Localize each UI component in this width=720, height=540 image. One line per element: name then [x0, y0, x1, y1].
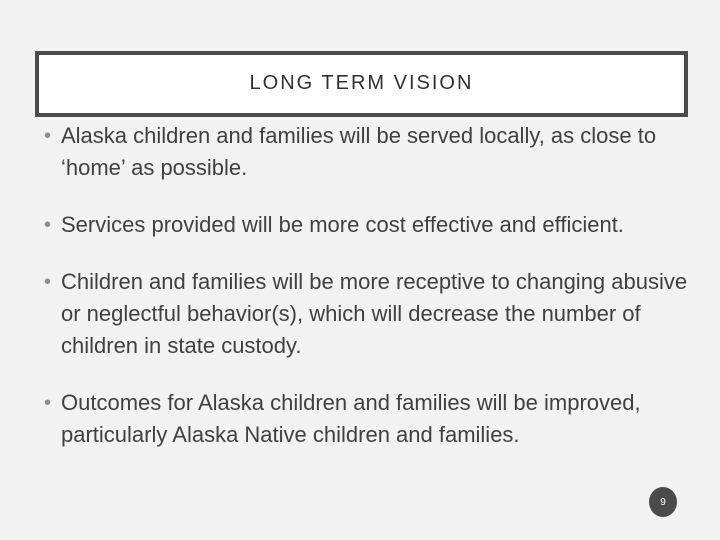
bullet-item	[44, 266, 694, 362]
bullet-marker-icon: •	[44, 214, 52, 236]
bullet-marker-icon: •	[44, 271, 52, 293]
bullet-text: Services provided will be more cost effective and efficient.	[61, 212, 624, 237]
bullet-list	[44, 120, 694, 451]
bullet-text: Outcomes for Alaska children and families will be improved, particularly Alaska Native children and families.	[61, 390, 641, 447]
bullet-item	[44, 209, 694, 241]
slide-title: LONG TERM VISION	[249, 71, 474, 94]
title-box	[35, 51, 688, 117]
bullet-marker-icon: •	[44, 125, 52, 147]
bullet-item	[44, 387, 694, 451]
bullet-item	[44, 120, 694, 184]
bullet-text: Alaska children and families will be served locally, as close to ‘home’ as possible.	[61, 123, 657, 180]
page-number-badge: 9	[649, 487, 677, 517]
bullet-marker-icon: •	[44, 392, 52, 414]
bullet-text: Children and families will be more receptive to changing abusive or neglectful behavior(s), which will decrease the number of children in state custody.	[61, 269, 688, 358]
